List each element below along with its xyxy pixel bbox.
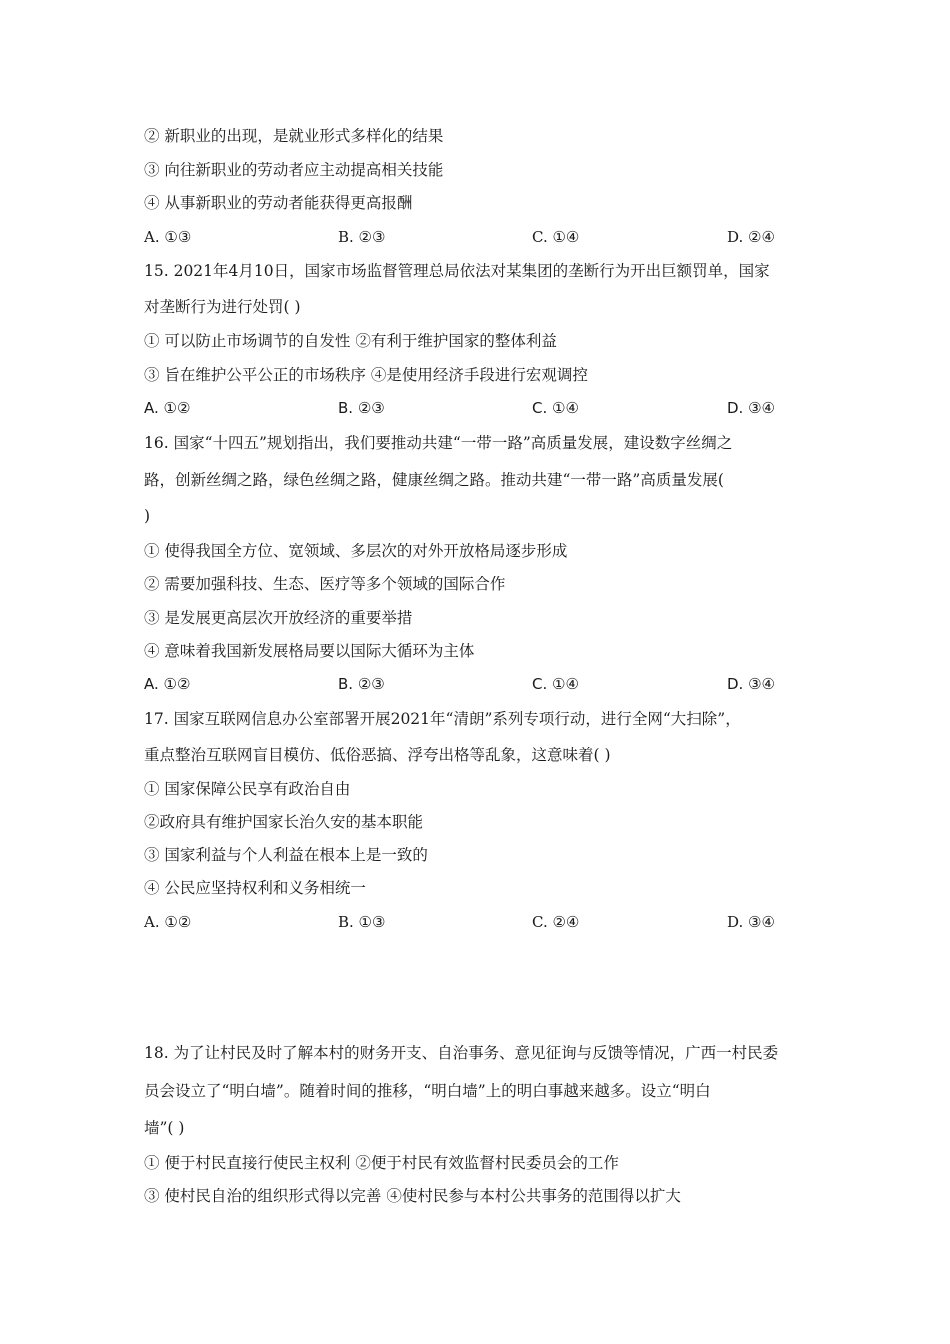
q17-option-d: D. ③④: [727, 913, 775, 931]
q17-options: [144, 912, 814, 932]
q17-item-3: ③ 国家利益与个人利益在根本上是一致的: [144, 846, 428, 864]
q15-option-c: C. ①④: [532, 399, 579, 417]
q16-item-2: ② 需要加强科技、生态、医疗等多个领域的国际合作: [144, 575, 506, 593]
q14-item-3: ③ 向往新职业的劳动者应主动提高相关技能: [144, 161, 444, 179]
q17-stem-line-2: 重点整治互联网盲目模仿、低俗恶搞、浮夸出格等乱象，这意味着( ): [144, 746, 611, 764]
q16-option-c: C. ①④: [532, 675, 579, 693]
q16-stem-line-2: 路，创新丝绸之路，绿色丝绸之路，健康丝绸之路。推动共建“一带一路”高质量发展(: [144, 471, 724, 489]
q18-items-line-2: ③ 使村民自治的组织形式得以完善 ④使村民参与本村公共事务的范围得以扩大: [144, 1187, 681, 1205]
q18-items-line-1: ① 便于村民直接行使民主权利 ②便于村民有效监督村民委员会的工作: [144, 1154, 619, 1172]
q14-option-a: A. ①③: [144, 228, 192, 246]
q17-option-b: B. ①③: [338, 913, 386, 931]
q15-items-line-2: ③ 旨在维护公平公正的市场秩序 ④是使用经济手段进行宏观调控: [144, 366, 588, 384]
q16-options: [144, 674, 814, 694]
q16-stem-line-3: ): [144, 507, 151, 525]
q18-stem-line-1: 18. 为了让村民及时了解本村的财务开支、自治事务、意见征询与反馈等情况，广西一村民委: [144, 1044, 779, 1062]
q17-item-4: ④ 公民应坚持权利和义务相统一: [144, 879, 366, 897]
q15-option-b: B. ②③: [338, 399, 385, 417]
q18-stem-line-3: 墙”( ): [144, 1119, 185, 1137]
q15-option-d: D. ③④: [727, 399, 775, 417]
q17-stem-line-1: 17. 国家互联网信息办公室部署开展2021年“清朗”系列专项行动，进行全网“大扫除”，: [144, 710, 741, 728]
q16-item-4: ④ 意味着我国新发展格局要以国际大循环为主体: [144, 642, 475, 660]
q14-options: [144, 227, 814, 247]
q17-option-c: C. ②④: [532, 913, 580, 931]
q17-item-2: ②政府具有维护国家长治久安的基本职能: [144, 813, 424, 831]
q17-item-1: ① 国家保障公民享有政治自由: [144, 780, 351, 798]
q14-option-d: D. ②④: [727, 228, 775, 246]
q16-stem-line-1: 16. 国家“十四五”规划指出，我们要推动共建“一带一路”高质量发展，建设数字丝绸之: [144, 434, 733, 452]
q14-option-c: C. ①④: [532, 228, 580, 246]
q16-option-d: D. ③④: [727, 675, 775, 693]
q15-stem-line-2: 对垄断行为进行处罚( ): [144, 298, 301, 316]
q16-option-a: A. ①②: [144, 675, 191, 693]
q16-option-b: B. ②③: [338, 675, 385, 693]
q15-option-a: A. ①②: [144, 399, 191, 417]
q16-item-3: ③ 是发展更高层次开放经济的重要举措: [144, 609, 413, 627]
q17-option-a: A. ①②: [144, 913, 192, 931]
q15-options: [144, 398, 814, 418]
q16-item-1: ① 使得我国全方位、宽领域、多层次的对外开放格局逐步形成: [144, 542, 568, 560]
q18-stem-line-2: 员会设立了“明白墙”。随着时间的推移，“明白墙”上的明白事越来越多。设立“明白: [144, 1082, 711, 1100]
q14-option-b: B. ②③: [338, 228, 386, 246]
q15-stem-line-1: 15. 2021年4月10日，国家市场监督管理总局依法对某集团的垄断行为开出巨额罚单，国家: [144, 262, 770, 280]
q14-item-2: ② 新职业的出现，是就业形式多样化的结果: [144, 127, 444, 145]
q14-item-4: ④ 从事新职业的劳动者能获得更高报酬: [144, 194, 413, 212]
q15-items-line-1: ① 可以防止市场调节的自发性 ②有利于维护国家的整体利益: [144, 332, 557, 350]
